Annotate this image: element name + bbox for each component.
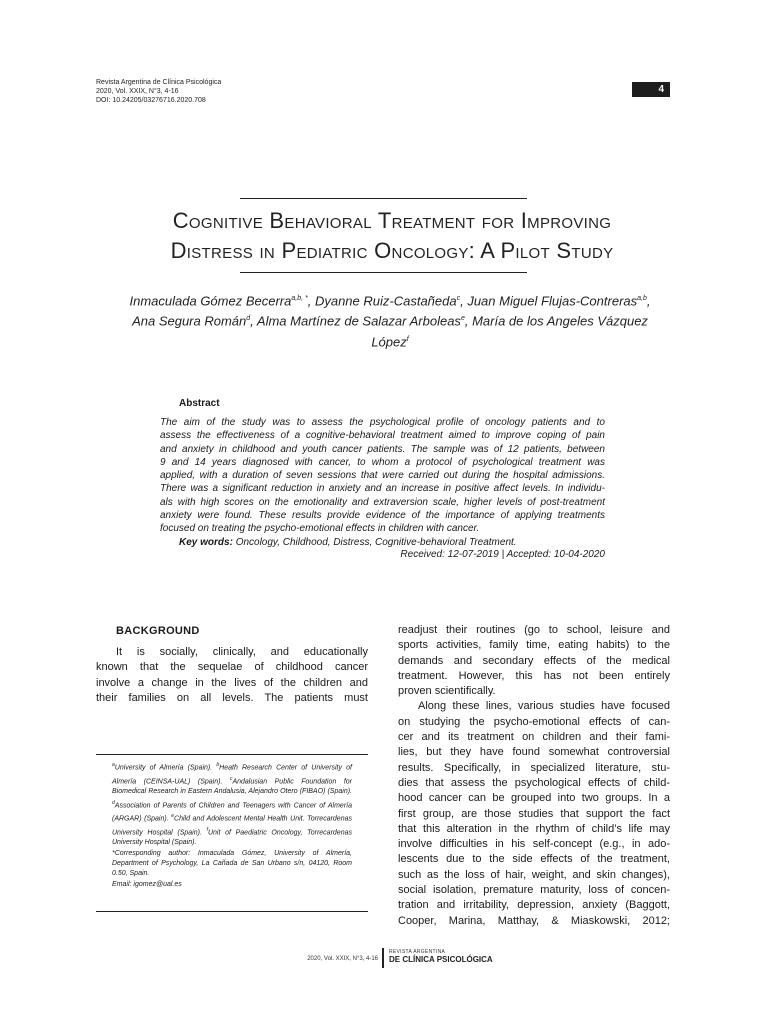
abstract-line: assess the effectiveness of a cognitive-behavioral treatment aimed to improve coping of pain — [160, 430, 605, 442]
body-line: their families on all levels. The patients must — [96, 691, 368, 704]
body-line: such as the loss of hair, weight, and skin changes), — [398, 868, 670, 881]
footnote-mark: a — [112, 762, 115, 768]
body-line: treatment. However, this has not been entirely — [398, 669, 670, 682]
journal-volume: 2020, Vol. XXIX, N°3, 4-16 — [96, 88, 179, 95]
body-line: hood cancer can be grouped into two groups. In a — [398, 792, 670, 805]
title-line-2: Distress in Pediatric Oncology: A Pilot Study — [170, 238, 614, 263]
footer-journal-small: REVISTA ARGENTINA — [389, 949, 446, 955]
footnote-rule-bottom — [96, 911, 368, 912]
received-dates: Received: 12-07-2019 | Accepted: 10-04-2020 — [400, 549, 605, 560]
body-line: first group, are those studies that support the fact — [398, 807, 670, 820]
body-column-right — [398, 623, 670, 929]
author-name: Alma Martínez de Salazar Arboleas — [256, 313, 461, 329]
body-line: that this alteration in the rhythm of child’s life may — [398, 822, 670, 835]
journal-meta — [96, 78, 221, 105]
footer-citation: 2020, Vol. XXIX, N°3, 4-16 — [307, 956, 378, 962]
footer-divider — [382, 948, 384, 968]
author-name: Inmaculada Gómez Becerra — [129, 293, 292, 309]
footnote-text: University of Almería (Spain). — [114, 764, 213, 772]
keywords-label: Key words: — [179, 537, 233, 548]
body-line: tration and irritability, depression, anxiety (Baggott, — [398, 899, 670, 912]
paper-title — [96, 206, 688, 266]
author-affil: c — [456, 295, 461, 302]
footnote-mark: d — [112, 799, 115, 806]
journal-doi: DOI: 10.24205/03276716.2020.708 — [96, 97, 206, 104]
body-column-left — [96, 645, 368, 706]
footer-journal-big: DE CLÍNICA PSICOLÓGICA — [389, 955, 493, 964]
body-line: It is socially, clinically, and educationally — [116, 646, 368, 658]
abstract-line: applied, with a duration of seven sessions that were carried out during the hospital admissions. — [160, 470, 605, 482]
footnote-mark: b — [216, 762, 220, 768]
title-line-1: Cognitive Behavioral Treatment for Improving — [172, 208, 612, 233]
body-line: sports activities, family time, eating habits) to the — [398, 639, 670, 652]
footer-journal-logo — [389, 949, 493, 964]
body-line: lies, but they have found somewhat controversial — [398, 746, 670, 759]
body-line: social isolation, premature maturity, loss of concen- — [398, 884, 670, 897]
body-line: on studying the psycho-emotional effects of can- — [398, 715, 670, 728]
footnote-mark: c — [229, 775, 233, 782]
section-heading-background: BACKGROUND — [116, 625, 200, 637]
author-affil: e — [460, 315, 465, 323]
corresponding-email: Email: igomez@ual.es — [112, 880, 182, 888]
abstract-heading: Abstract — [179, 398, 220, 409]
body-line: readjust their routines (go to school, leisure and — [398, 624, 670, 636]
author-list: Inmaculada Gómez Becerra$^{a,b, *}$, Dyanne Ruiz-Castañeda$^c$, Juan Miguel Flujas-Contreras$^{a,b}$, Ana Segura Román$^d$, Alma Martínez de Salazar Arboleas$^e$, María de los Angeles Vázquez López$^f$ — [129, 293, 651, 349]
body-line: Along these lines, various studies have focused — [418, 700, 670, 713]
author-affil: a,b — [637, 295, 647, 302]
abstract-line: anxiety were found. These results provide evidence of the importance of applying treatments — [160, 510, 605, 522]
abstract-line: focused on treating the psycho-emotional effects in children with cancer. — [160, 523, 480, 535]
footnote-text: Heath Research Center of University of Almería (CEINSA-UAL) (Spain). — [112, 764, 352, 785]
keywords-text: Oncology, Childhood, Distress, Cognitive-behavioral Treatment. — [235, 537, 517, 548]
footnote-text: Unit of Paediatric Oncology, Torrecardenas University Hospital (Spain). — [112, 829, 352, 847]
abstract-line: and anxiety in childhood and youth cancer patients. The sample was of 12 patients, between — [160, 443, 605, 455]
body-line: cer and its treatment on children and their fami- — [398, 731, 670, 744]
abstract-body — [160, 416, 605, 536]
title-rule-top — [240, 198, 527, 199]
body-line: involve difficulties in his self-concept (e.g., in ado- — [398, 838, 670, 851]
abstract-line: The aim of the study was to assess the psychological profile of oncology patients and to — [160, 417, 605, 428]
body-line: lescents due to the side effects of the treatment, — [398, 853, 670, 866]
author-affil: a,b, * — [291, 295, 308, 302]
footnote-text: Child and Adolescent Mental Health Unit. Torrecardenas University Hospital (Spain). — [112, 815, 352, 837]
footnote-rule-top — [96, 754, 368, 755]
footnote-mark: e — [171, 813, 175, 820]
abstract-line: There was a significant reduction in anxiety and an increase in positive affect levels. In individu- — [160, 483, 605, 495]
body-line: demands and secondary effects of the medical — [398, 654, 670, 667]
author-name: María de los Angeles Vázquez López — [371, 313, 648, 349]
keywords — [179, 536, 517, 549]
body-line: dies that assess the psychological effects of child- — [398, 776, 670, 789]
author-affil: f — [406, 335, 409, 343]
author-affil: d — [246, 315, 251, 323]
page-number-badge: 4 — [632, 82, 670, 97]
body-line: involve a change in the lives of the children and — [96, 676, 368, 689]
abstract-line: 9 and 14 years diagnosed with cancer, to whom a protocol of psychological treatment was — [160, 456, 605, 468]
abstract-line: als with high scores on the emotionality and extraversion scale, higher levels of post-treatment — [160, 496, 605, 508]
body-line: proven scientifically. — [398, 685, 496, 698]
footnote-mark: f — [206, 826, 208, 833]
body-line: Cooper, Marina, Matthay, & Miaskowski, 2012; — [398, 914, 670, 927]
corresponding-author: *Corresponding author: Inmaculada Gómez, University of Almería, Department of Psychology, La Cañada de San Urbano s/n, 04120, Room 0.50, Spain. — [112, 849, 352, 878]
title-rule-bottom — [240, 272, 527, 273]
author-name: Ana Segura Román — [132, 313, 247, 329]
footnotes — [112, 760, 352, 890]
journal-name: Revista Argentina de Clínica Psicológica — [96, 79, 222, 86]
author-name: Dyanne Ruiz-Castañeda — [314, 293, 457, 309]
author-name: Juan Miguel Flujas-Contreras — [467, 293, 638, 309]
footnote-text: Association of Parents of Children and Teenagers with Cancer of Almería (ARGAR) (Spain). — [112, 801, 352, 823]
body-line: results. Specifically, in specialized literature, stu- — [398, 761, 670, 774]
body-line: known that the sequelae of childhood cancer — [96, 661, 368, 674]
footnote-text: Andalusian Public Foundation for Biomedical Research in Eastern Andalusia, Alejandro Otero (FIBAO) (Spain). — [112, 777, 352, 796]
